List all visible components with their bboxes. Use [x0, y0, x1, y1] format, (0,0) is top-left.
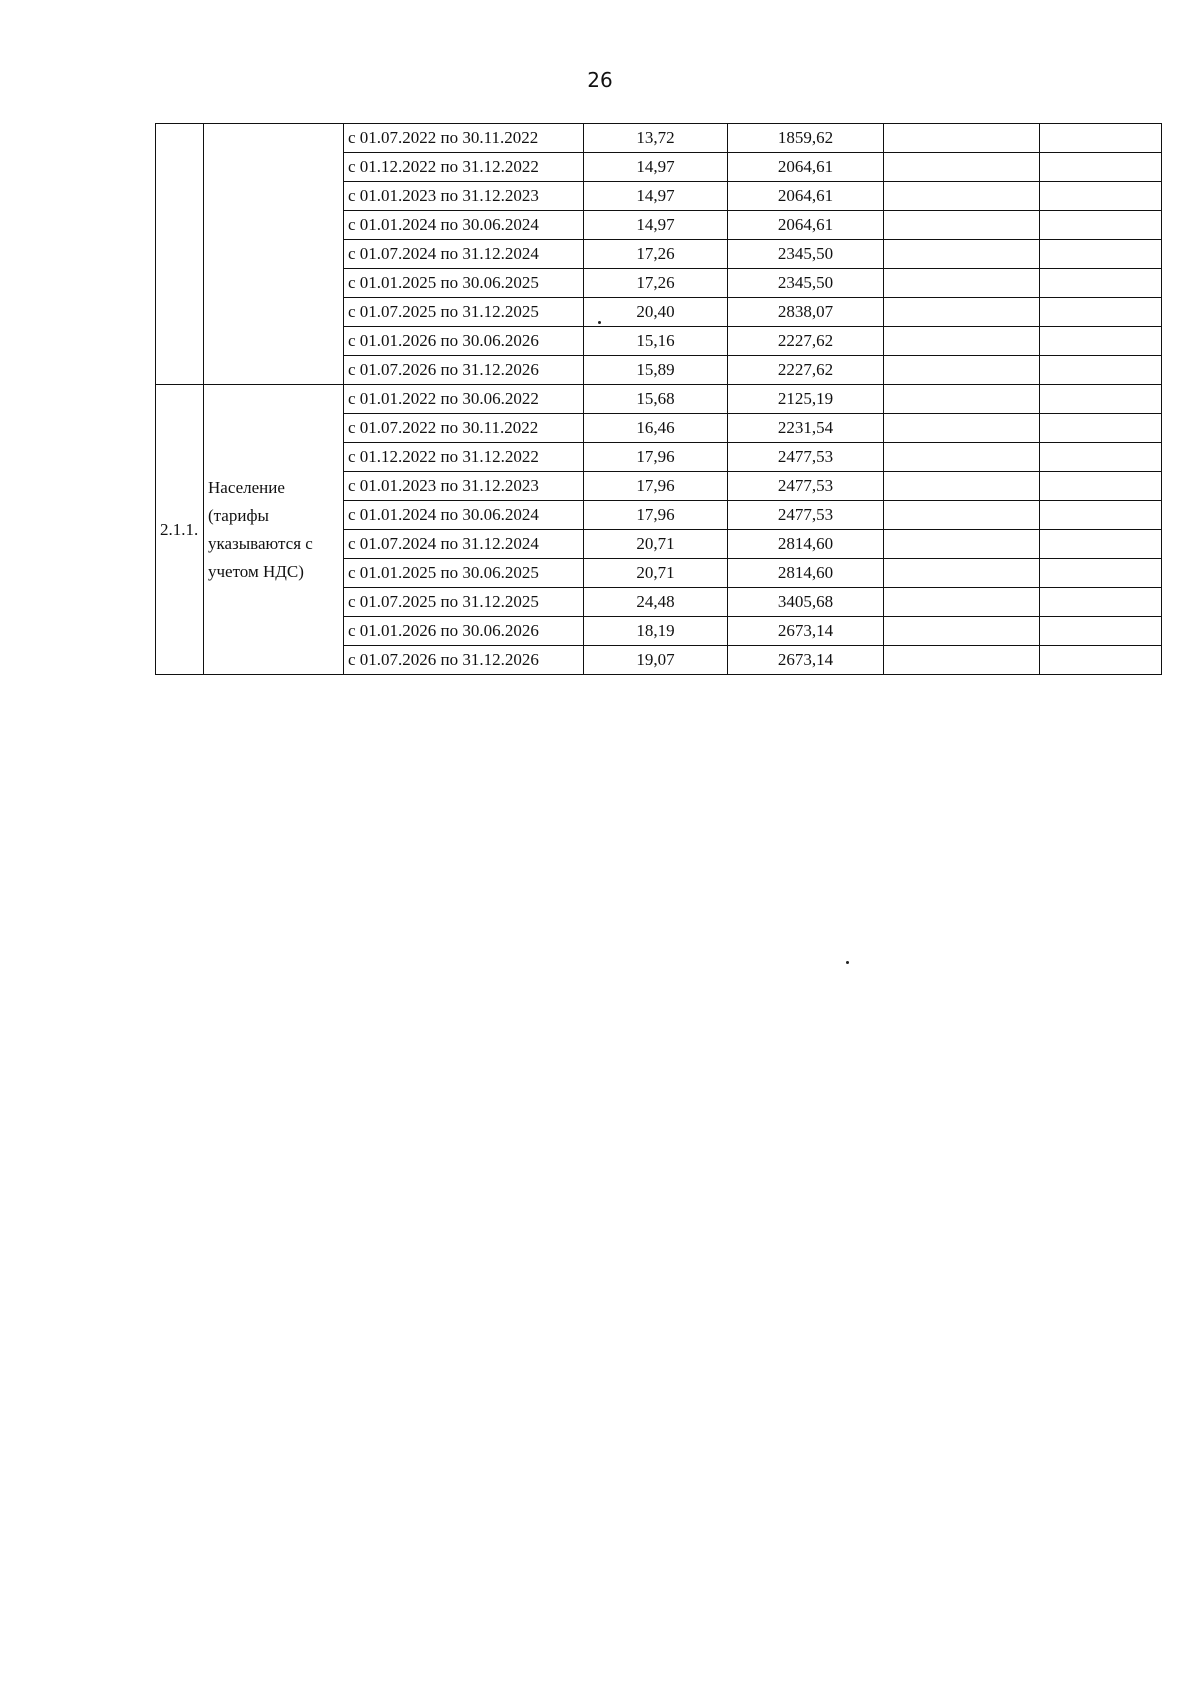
value-b-cell: 2231,54 — [728, 414, 884, 443]
value-b-cell: 2673,14 — [728, 617, 884, 646]
value-b-cell: 2227,62 — [728, 327, 884, 356]
period-cell: с 01.07.2025 по 31.12.2025 — [344, 298, 584, 327]
value-a-cell: 14,97 — [584, 182, 728, 211]
value-b-cell: 2064,61 — [728, 182, 884, 211]
value-a-cell: 20,71 — [584, 530, 728, 559]
value-a-cell: 14,97 — [584, 153, 728, 182]
description-line: (тарифы — [208, 505, 269, 525]
row-description-cell — [204, 385, 344, 675]
empty-cell — [884, 501, 1040, 530]
value-b-cell: 2064,61 — [728, 211, 884, 240]
value-b-cell: 2814,60 — [728, 530, 884, 559]
value-a-cell: 13,72 — [584, 124, 728, 153]
empty-cell — [1040, 240, 1162, 269]
description-line: Население — [208, 477, 285, 497]
empty-cell — [1040, 646, 1162, 675]
period-cell: с 01.01.2022 по 30.06.2022 — [344, 385, 584, 414]
value-a-cell: 20,40 — [584, 298, 728, 327]
value-a-cell: 17,26 — [584, 240, 728, 269]
empty-cell — [1040, 211, 1162, 240]
row-code-cell: 2.1.1. — [156, 385, 204, 675]
empty-cell — [884, 559, 1040, 588]
table-row — [156, 385, 1162, 414]
empty-cell — [1040, 530, 1162, 559]
period-cell: с 01.07.2026 по 31.12.2026 — [344, 646, 584, 675]
value-b-cell: 2477,53 — [728, 472, 884, 501]
empty-cell — [1040, 124, 1162, 153]
empty-cell — [884, 414, 1040, 443]
period-cell: с 01.01.2025 по 30.06.2025 — [344, 269, 584, 298]
empty-cell — [884, 298, 1040, 327]
period-cell: с 01.01.2024 по 30.06.2024 — [344, 211, 584, 240]
period-cell: с 01.01.2025 по 30.06.2025 — [344, 559, 584, 588]
empty-cell — [1040, 588, 1162, 617]
empty-cell — [1040, 443, 1162, 472]
empty-cell — [884, 240, 1040, 269]
period-cell: с 01.01.2024 по 30.06.2024 — [344, 501, 584, 530]
value-a-cell: 17,26 — [584, 269, 728, 298]
value-a-cell: 14,97 — [584, 211, 728, 240]
empty-cell — [884, 385, 1040, 414]
description-line: указываются с — [208, 533, 313, 553]
period-cell: с 01.01.2023 по 31.12.2023 — [344, 472, 584, 501]
row-description-cell — [204, 124, 344, 385]
empty-cell — [1040, 153, 1162, 182]
empty-cell — [1040, 356, 1162, 385]
empty-cell — [884, 530, 1040, 559]
period-cell: с 01.07.2024 по 31.12.2024 — [344, 240, 584, 269]
empty-cell — [884, 211, 1040, 240]
value-a-cell: 15,68 — [584, 385, 728, 414]
value-b-cell: 2227,62 — [728, 356, 884, 385]
period-cell: с 01.07.2024 по 31.12.2024 — [344, 530, 584, 559]
value-a-cell: 19,07 — [584, 646, 728, 675]
value-b-cell: 2838,07 — [728, 298, 884, 327]
period-cell: с 01.07.2022 по 30.11.2022 — [344, 124, 584, 153]
scan-speck — [598, 321, 601, 324]
empty-cell — [1040, 298, 1162, 327]
period-cell: с 01.01.2023 по 31.12.2023 — [344, 182, 584, 211]
value-b-cell: 2477,53 — [728, 501, 884, 530]
empty-cell — [884, 443, 1040, 472]
period-cell: с 01.07.2022 по 30.11.2022 — [344, 414, 584, 443]
description-line: учетом НДС) — [208, 561, 304, 581]
value-b-cell: 2345,50 — [728, 240, 884, 269]
value-a-cell: 17,96 — [584, 501, 728, 530]
empty-cell — [884, 617, 1040, 646]
empty-cell — [884, 182, 1040, 211]
empty-cell — [1040, 327, 1162, 356]
empty-cell — [1040, 501, 1162, 530]
page-number: 26 — [587, 68, 613, 92]
scan-speck — [846, 961, 849, 964]
value-a-cell: 20,71 — [584, 559, 728, 588]
empty-cell — [884, 588, 1040, 617]
empty-cell — [884, 327, 1040, 356]
empty-cell — [884, 356, 1040, 385]
empty-cell — [1040, 385, 1162, 414]
value-a-cell: 15,16 — [584, 327, 728, 356]
period-cell: с 01.12.2022 по 31.12.2022 — [344, 153, 584, 182]
value-b-cell: 2125,19 — [728, 385, 884, 414]
value-b-cell: 2814,60 — [728, 559, 884, 588]
row-code-cell — [156, 124, 204, 385]
empty-cell — [884, 124, 1040, 153]
empty-cell — [1040, 617, 1162, 646]
period-cell: с 01.07.2026 по 31.12.2026 — [344, 356, 584, 385]
value-b-cell: 3405,68 — [728, 588, 884, 617]
value-a-cell: 16,46 — [584, 414, 728, 443]
value-a-cell: 24,48 — [584, 588, 728, 617]
period-cell: с 01.12.2022 по 31.12.2022 — [344, 443, 584, 472]
empty-cell — [884, 646, 1040, 675]
value-a-cell: 18,19 — [584, 617, 728, 646]
tariff-table — [155, 123, 1162, 675]
value-b-cell: 2064,61 — [728, 153, 884, 182]
value-a-cell: 15,89 — [584, 356, 728, 385]
table-row — [156, 124, 1162, 153]
value-a-cell: 17,96 — [584, 472, 728, 501]
period-cell: с 01.01.2026 по 30.06.2026 — [344, 617, 584, 646]
empty-cell — [1040, 182, 1162, 211]
empty-cell — [884, 269, 1040, 298]
empty-cell — [1040, 559, 1162, 588]
period-cell: с 01.01.2026 по 30.06.2026 — [344, 327, 584, 356]
value-a-cell: 17,96 — [584, 443, 728, 472]
empty-cell — [884, 153, 1040, 182]
empty-cell — [884, 472, 1040, 501]
value-b-cell: 1859,62 — [728, 124, 884, 153]
value-b-cell: 2673,14 — [728, 646, 884, 675]
empty-cell — [1040, 472, 1162, 501]
empty-cell — [1040, 269, 1162, 298]
period-cell: с 01.07.2025 по 31.12.2025 — [344, 588, 584, 617]
empty-cell — [1040, 414, 1162, 443]
value-b-cell: 2345,50 — [728, 269, 884, 298]
value-b-cell: 2477,53 — [728, 443, 884, 472]
